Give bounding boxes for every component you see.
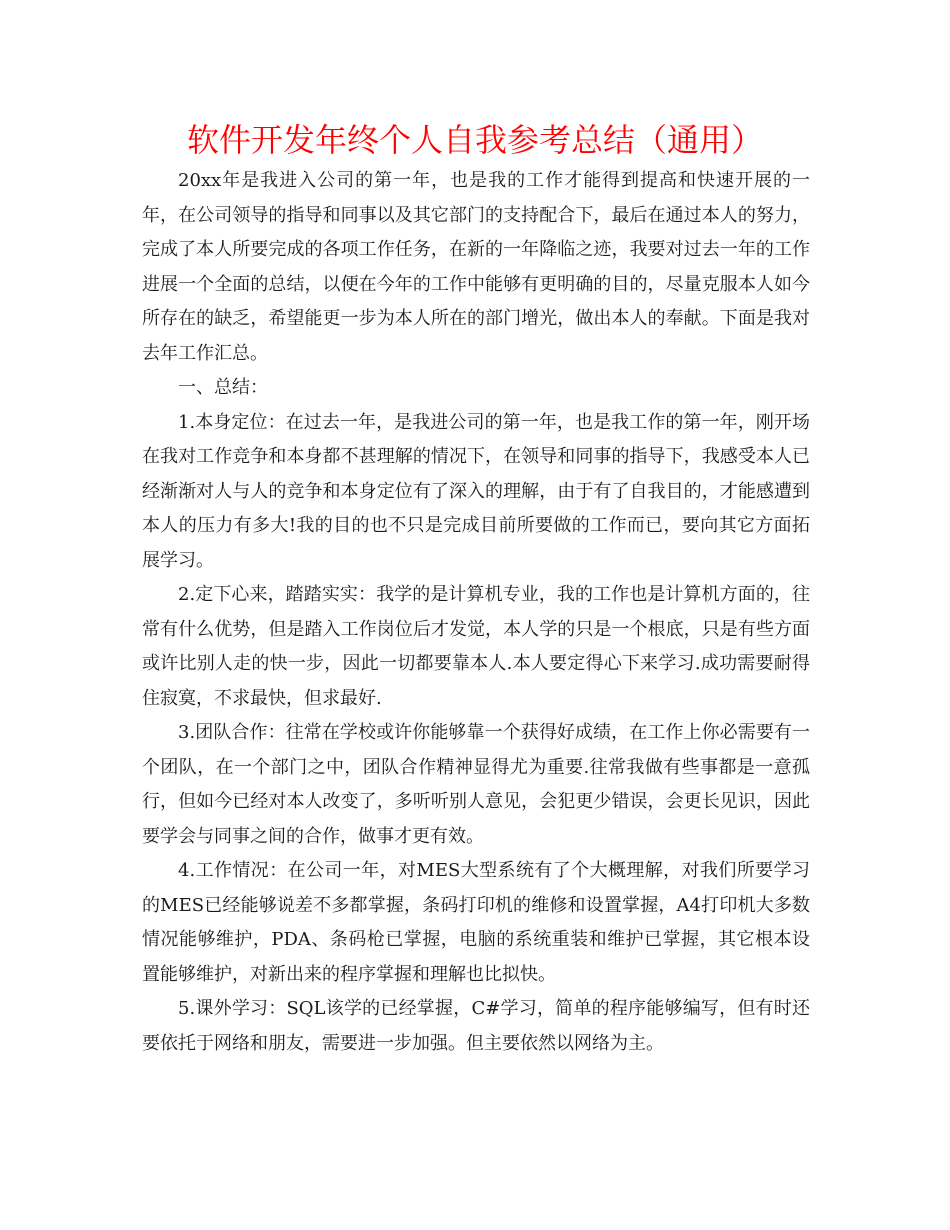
item-teamwork: 3.团队合作：往常在学校或许你能够靠一个获得好成绩，在工作上你必需要有一个团队，在一个部门之中，团队合作精神显得尤为重要.往常我做有些事都是一意孤行，但如今已经对本人改变了，多听听别人意见，会犯更少错误，会更长见识，因此要学会与同事之间的合作，做事才更有效。 (142, 722, 810, 847)
intro-paragraph: 20xx年是我进入公司的第一年，也是我的工作才能得到提高和快速开展的一年，在公司领导的指导和同事以及其它部门的支持配合下，最后在通过本人的努力，完成了本人所要完成的各项工作任务，在新的一年降临之迹，我要对过去一年的工作进展一个全面的总结，以便在今年的工作中能够有更明确的目的，尽量克服本人如今所存在的缺乏，希望能更一步为本人所在的部门增光，做出本人的奉献。下面是我对去年工作汇总。 (142, 170, 810, 364)
item-work-status: 4.工作情况：在公司一年，对MES大型系统有了个大概理解，对我们所要学习的MES已经能够说差不多都掌握，条码打印机的维修和设置掌握，A4打印机大多数情况能够维护，PDA、条码枪已掌握，电脑的系统重装和维护已掌握，其它根本设置能够维护，对新出来的程序掌握和理解也比拟快。 (142, 860, 810, 985)
document-body (142, 164, 810, 1061)
item-self-positioning: 1.本身定位：在过去一年，是我进公司的第一年，也是我工作的第一年，刚开场在我对工作竞争和本身都不甚理解的情况下，在领导和同事的指导下，我感受本人已经渐渐对人与人的竞争和本身定位有了深入的理解，由于有了自我目的，才能感遭到本人的压力有多大!我的目的也不只是完成目前所要做的工作而已，要向其它方面拓展学习。 (142, 411, 810, 571)
section-heading-summary: 一、总结： (178, 377, 268, 398)
document-title: 软件开发年终个人自我参考总结（通用） (186, 121, 763, 159)
item-extracurricular-study: 5.课外学习：SQL该学的已经掌握，C#学习，简单的程序能够编写，但有时还要依托于网络和朋友，需要进一步加强。但主要依然以网络为主。 (142, 998, 810, 1054)
item-settle-down: 2.定下心来，踏踏实实：我学的是计算机专业，我的工作也是计算机方面的，往常有什么优势，但是踏入工作岗位后才发觉，本人学的只是一个根底，只是有些方面或许比别人走的快一步，因此一切都要靠本人.本人要定得心下来学习.成功需要耐得住寂寞，不求最快，但求最好. (142, 584, 810, 709)
